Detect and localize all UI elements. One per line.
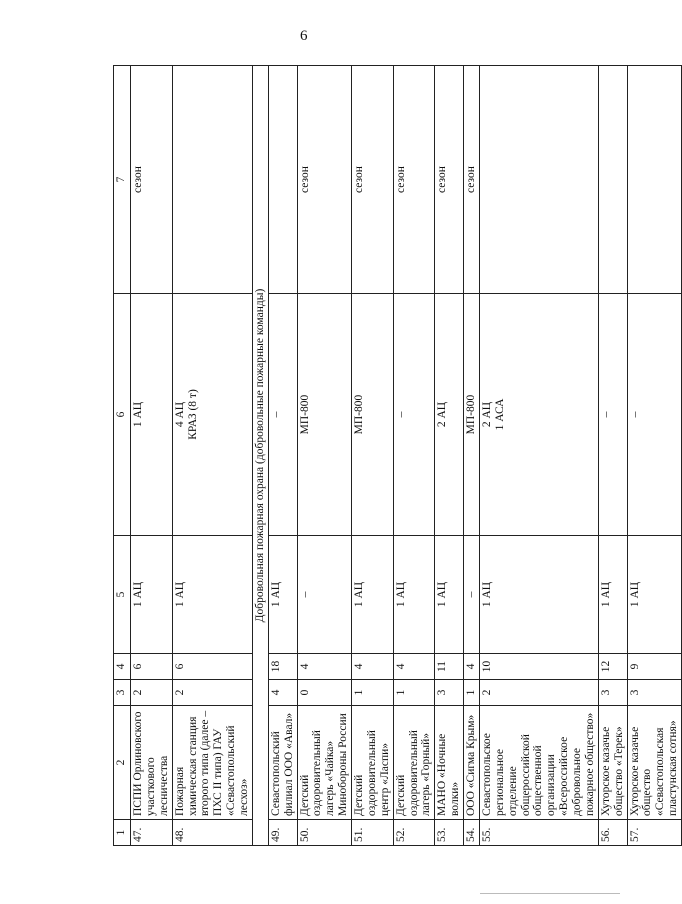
row-cell: 4 bbox=[268, 680, 297, 706]
row-number: 47. bbox=[131, 820, 173, 846]
row-cell: 1 АЦ bbox=[268, 536, 297, 654]
row-cell: 3 bbox=[598, 680, 627, 706]
row-cell: – bbox=[598, 294, 627, 536]
row-cell: – bbox=[297, 536, 352, 654]
section-row bbox=[252, 66, 268, 846]
row-cell bbox=[268, 66, 297, 294]
row-cell: МП-800 bbox=[352, 294, 394, 536]
row-name: Детский оздоровительный центр «Ласпи» bbox=[352, 706, 394, 820]
row-cell: 6 bbox=[172, 654, 252, 680]
scan-artifact-line bbox=[480, 893, 620, 894]
row-number: 53. bbox=[435, 820, 464, 846]
header-cell: 5 bbox=[114, 536, 131, 654]
row-cell: сезон bbox=[131, 66, 173, 294]
row-cell: – bbox=[393, 294, 435, 536]
table-row bbox=[268, 66, 297, 846]
row-cell: 2 АЦ 1 АСА bbox=[479, 294, 598, 536]
header-row bbox=[114, 66, 131, 846]
row-number: 56. bbox=[598, 820, 627, 846]
row-cell: 11 bbox=[435, 654, 464, 680]
table-row bbox=[598, 66, 627, 846]
row-number: 50. bbox=[297, 820, 352, 846]
row-name: Хуторское казачье общество «Терек» bbox=[598, 706, 627, 820]
table-row bbox=[352, 66, 394, 846]
row-cell: 1 АЦ bbox=[627, 536, 682, 654]
row-cell: 3 bbox=[435, 680, 464, 706]
row-cell: 1 АЦ bbox=[352, 536, 394, 654]
row-number: 57. bbox=[627, 820, 682, 846]
row-cell: 4 bbox=[464, 654, 480, 680]
row-cell: 1 АЦ bbox=[131, 294, 173, 536]
row-cell: 2 bbox=[131, 680, 173, 706]
row-name: Севастопольское региональное отделение общероссийской общественной организации «Всероссийское добровольное пожарное общество» bbox=[479, 706, 598, 820]
row-number: 49. bbox=[268, 820, 297, 846]
row-name: ООО «Сигма Крым» bbox=[464, 706, 480, 820]
row-cell: 2 bbox=[479, 680, 598, 706]
row-cell: МП-800 bbox=[464, 294, 480, 536]
row-cell: 1 АЦ bbox=[393, 536, 435, 654]
row-cell: 10 bbox=[479, 654, 598, 680]
row-cell: 1 АЦ bbox=[172, 536, 252, 654]
row-cell: 0 bbox=[297, 680, 352, 706]
row-cell: сезон bbox=[464, 66, 480, 294]
row-name: Пожарная химическая станция второго типа (далее – ПХС II типа) ГАУ «Севастопольский лесхоз» bbox=[172, 706, 252, 820]
header-cell: 4 bbox=[114, 654, 131, 680]
table-row bbox=[131, 66, 173, 846]
page-number: 6 bbox=[300, 28, 308, 44]
header-cell: 3 bbox=[114, 680, 131, 706]
row-cell: 9 bbox=[627, 654, 682, 680]
row-cell: 4 bbox=[352, 654, 394, 680]
table-row bbox=[172, 66, 252, 846]
row-cell: – bbox=[627, 294, 682, 536]
table-row bbox=[627, 66, 682, 846]
row-cell: 1 bbox=[352, 680, 394, 706]
row-name: МАНО «Ночные волки» bbox=[435, 706, 464, 820]
row-number: 52. bbox=[393, 820, 435, 846]
table-row bbox=[479, 66, 598, 846]
row-cell: 1 bbox=[464, 680, 480, 706]
row-number: 48. bbox=[172, 820, 252, 846]
row-cell bbox=[598, 66, 627, 294]
header-cell: 2 bbox=[114, 706, 131, 820]
row-number: 55. bbox=[479, 820, 598, 846]
row-cell: сезон bbox=[393, 66, 435, 294]
fire-protection-table bbox=[113, 65, 682, 846]
row-name: Детский оздоровительный лагерь «Чайка» Минобороны России bbox=[297, 706, 352, 820]
row-cell: МП-800 bbox=[297, 294, 352, 536]
row-cell: – bbox=[464, 536, 480, 654]
header-cell: 7 bbox=[114, 66, 131, 294]
row-cell: 4 АЦ КРАЗ (8 т) bbox=[172, 294, 252, 536]
row-cell: 4 bbox=[393, 654, 435, 680]
rotated-page-content bbox=[113, 66, 680, 846]
row-cell: 4 bbox=[297, 654, 352, 680]
table-row bbox=[393, 66, 435, 846]
row-cell: 6 bbox=[131, 654, 173, 680]
table-row bbox=[435, 66, 464, 846]
row-cell: 2 bbox=[172, 680, 252, 706]
table-row bbox=[297, 66, 352, 846]
row-cell: 2 АЦ bbox=[435, 294, 464, 536]
row-cell bbox=[479, 66, 598, 294]
row-cell: 18 bbox=[268, 654, 297, 680]
header-cell: 6 bbox=[114, 294, 131, 536]
row-cell: 1 bbox=[393, 680, 435, 706]
section-title: Добровольная пожарная охрана (добровольные пожарные команды) bbox=[252, 66, 268, 846]
row-cell: 1 АЦ bbox=[598, 536, 627, 654]
row-name: Хуторское казачье общество «Севастопольская пластунская сотня» bbox=[627, 706, 682, 820]
table-row bbox=[464, 66, 480, 846]
header-cell: 1 bbox=[114, 820, 131, 846]
row-cell: 12 bbox=[598, 654, 627, 680]
row-name: Детский оздоровительный лагерь «Горный» bbox=[393, 706, 435, 820]
row-cell: 3 bbox=[627, 680, 682, 706]
row-number: 54. bbox=[464, 820, 480, 846]
row-number: 51. bbox=[352, 820, 394, 846]
row-name: ПСПИ Орлиновского участкового лесничества bbox=[131, 706, 173, 820]
row-cell: сезон bbox=[297, 66, 352, 294]
row-cell: 1 АЦ bbox=[479, 536, 598, 654]
row-cell bbox=[172, 66, 252, 294]
row-cell: – bbox=[268, 294, 297, 536]
row-name: Севастопольский филиал ООО «Авал» bbox=[268, 706, 297, 820]
row-cell: сезон bbox=[352, 66, 394, 294]
row-cell: 1 АЦ bbox=[435, 536, 464, 654]
row-cell: 1 АЦ bbox=[131, 536, 173, 654]
row-cell bbox=[627, 66, 682, 294]
row-cell: сезон bbox=[435, 66, 464, 294]
